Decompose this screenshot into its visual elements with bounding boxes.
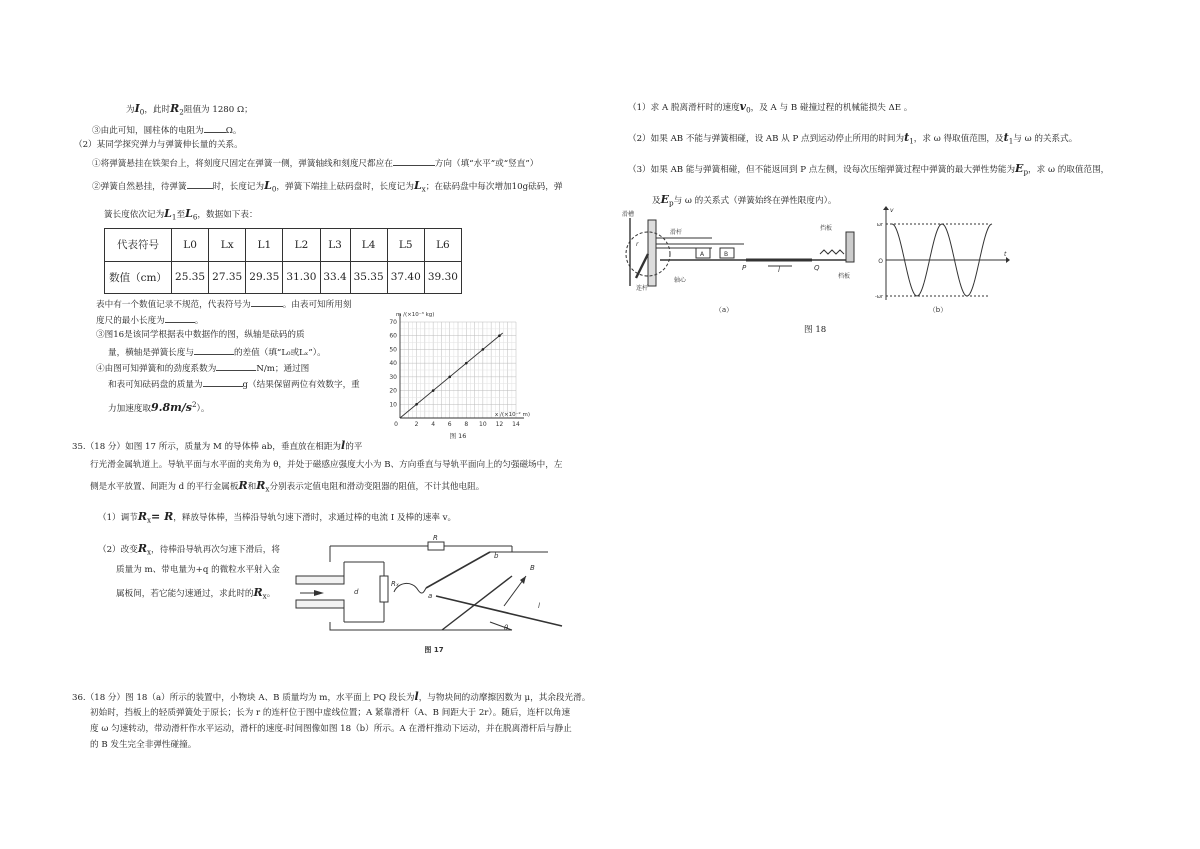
figure-caption: 图 16: [449, 432, 467, 440]
line-l3: （2）某同学探究弹力与弹簧伸长量的关系。: [74, 140, 243, 150]
table-cell: L3: [320, 229, 350, 262]
label-plate: 档板: [838, 273, 851, 280]
label-d: d: [354, 588, 359, 596]
data-point: [465, 362, 468, 365]
data-point: [448, 376, 451, 379]
label-rod: 滑杆: [670, 229, 683, 236]
fit-line: [400, 333, 503, 418]
data-point: [498, 334, 501, 337]
line-l4: ①将弹簧悬挂在铁架台上，将刻度尺固定在弹簧一侧，弹簧轴线和刻度尺都应在 方向（填“水平”或“竖直”）: [92, 156, 538, 170]
right-line4: 及$E_p$与 ω 的关系式（弹簧始终在弹性限度内）。: [652, 193, 837, 208]
table-cell: Lx: [209, 229, 246, 262]
q35-line2: 行光滑金属轨道上。导轨平面与水平面的夹角为 θ，并处于磁感应强度大小为 B、方向垂直与导轨平面向上的匀强磁场中，左: [90, 460, 563, 470]
answer-blank: [203, 377, 243, 387]
line-l9: ③图16是该同学根据表中数据作的图，纵轴是砝码的质: [96, 330, 305, 340]
subfigure-label: （a）: [714, 306, 734, 314]
line-l11: ④由图可知弹簧和的劲度系数为 N/m；通过图: [96, 361, 309, 375]
table-cell: 33.4: [320, 261, 350, 294]
subfigure-label: （b）: [928, 306, 948, 314]
line-l12: 和表可知砝码盘的质量为 g（结果保留两位有效数字，重: [108, 377, 360, 391]
axis-label-v: v: [890, 207, 894, 214]
origin-label: 0: [394, 421, 398, 428]
table-header-cell: 代表符号: [105, 229, 172, 262]
q36-line4: 的 B 发生完全非弹性碰撞。: [90, 740, 197, 750]
q35-line3: 侧是水平放置、间距为 d 的平行金属板R和$R_x$分别表示定值电阻和滑动变阻器的阻值，不计其他电阻。: [90, 479, 485, 494]
y-tick-label: 30: [389, 373, 397, 381]
figure-18-caption: 图 18: [804, 325, 827, 335]
y-tick-labels: [389, 319, 397, 408]
x-axis-label: x /(×10⁻² m): [495, 412, 530, 418]
table-cell: 29.35: [246, 261, 283, 294]
label-baffle: 挡板: [820, 225, 833, 232]
label-theta: θ: [504, 624, 509, 632]
spring-data-table: [104, 228, 462, 294]
figure-17-diagram: [294, 536, 576, 658]
line-l8: 度尺的最小长度为 。: [96, 313, 203, 327]
q35-line7: 属板间，若它能匀速通过，求此时的$R_x$。: [116, 586, 276, 601]
line-l13: 力加速度取$9.8m/s^2$）。: [108, 400, 210, 414]
figure-caption: 图 17: [424, 646, 444, 654]
arrow-icon: [1006, 257, 1010, 263]
axis-label-t: t: [1004, 251, 1007, 258]
table-header-cell: 数值（cm）: [105, 261, 172, 294]
x-tick-label: 4: [431, 421, 436, 428]
tick-omega-r: ωr: [876, 222, 883, 228]
line-l10: 量，横轴是弹簧长度与 的差值（填“L₀或Lₓ”）。: [108, 345, 326, 359]
answer-blank: [187, 179, 213, 189]
q35-line4: （1）调节$R_x= R$，释放导体棒，当棒沿导轨匀速下滑时，求通过棒的电流 I 及棒的速率 v。: [98, 510, 457, 525]
right-line3: （3）如果 AB 能与弹簧相碰，但不能返回到 P 点左侧，设每次压缩弹簧过程中弹簧的最大弹性势能为$E_p$，求 ω 的取值范围，: [628, 162, 1110, 177]
q35-line5: （2）改变$R_x$，待棒沿导轨再次匀速下滑后，将: [98, 542, 280, 557]
label-l: l: [778, 266, 780, 274]
table-cell: 37.40: [387, 261, 424, 294]
label-B: B: [724, 251, 729, 258]
label-slot: 滑槽: [622, 211, 635, 218]
figure-18a-diagram: [620, 208, 870, 316]
table-cell: 35.35: [350, 261, 387, 294]
q36-line3: 度 ω 匀速转动，带动滑杆作水平运动，滑杆的速度-时间图像如图 18（b）所示。A 在滑杆推动下运动，并在脱离滑杆后与静止: [90, 724, 572, 734]
table-cell: L4: [350, 229, 387, 262]
data-point: [415, 403, 418, 406]
line-l1: 为$I_0$，此时$R_2$阻值为 1280 Ω；: [126, 102, 253, 117]
label-A: A: [700, 251, 705, 258]
table-cell: L6: [424, 229, 461, 262]
label-l: l: [538, 602, 540, 610]
y-tick-label: 10: [389, 401, 397, 409]
y-tick-label: 50: [389, 346, 397, 354]
q36-line2: 初始时，挡板上的轻质弹簧处于原长；长为 r 的连杆位于图中虚线位置；A 紧靠滑杆（A、B 间距大于 2r）。随后，连杆以角速: [90, 708, 571, 718]
answer-blank: [165, 313, 195, 323]
label-R: R: [433, 534, 438, 542]
answer-blank: [251, 297, 283, 307]
table-cell: L2: [283, 229, 320, 262]
table-cell: L1: [246, 229, 283, 262]
line-l6: 簧长度依次记为$L_1$至$L_6$，数据如下表：: [104, 207, 258, 222]
label-a: a: [428, 592, 433, 600]
line-l7: 表中有一个数值记录不规范，代表符号为 。由表可知所用刻: [96, 297, 351, 311]
y-axis-label: m /(×10⁻³ kg): [396, 312, 435, 318]
origin-label: O: [878, 258, 883, 265]
x-tick-label: 14: [512, 421, 520, 428]
data-point: [432, 389, 435, 392]
label-Q: Q: [814, 264, 820, 272]
table-cell: 39.30: [424, 261, 461, 294]
answer-blank: [216, 361, 256, 371]
table-cell: L5: [387, 229, 424, 262]
label-Rx: Rₓ: [391, 580, 399, 588]
q36-line1: 36.（18 分）图 18（a）所示的装置中，小物块 A、B 质量均为 m，水平面上 PQ 段长为l，与物块间的动摩擦因数为 μ，其余段光滑。: [72, 690, 591, 703]
y-tick-label: 40: [389, 360, 397, 368]
tick-neg-omega-r: -ωr: [874, 294, 883, 300]
figure-16-chart: [382, 308, 542, 438]
answer-blank: [194, 345, 234, 355]
table-row: [105, 261, 462, 294]
label-r: r: [636, 241, 639, 248]
x-tick-label: 12: [495, 421, 504, 428]
table-row: [105, 229, 462, 262]
label-b: b: [494, 552, 499, 560]
table-cell: 27.35: [209, 261, 246, 294]
label-link: 连杆: [636, 285, 649, 292]
table-cell: 25.35: [172, 261, 209, 294]
answer-blank: [393, 156, 435, 166]
y-tick-label: 20: [389, 387, 397, 395]
x-tick-label: 10: [479, 421, 487, 428]
answer-blank: [204, 123, 226, 133]
y-tick-label: 70: [389, 319, 397, 326]
x-tick-labels: [415, 421, 520, 428]
resistor-R: [428, 542, 444, 550]
figure-18b-graph: [870, 206, 1010, 316]
label-B: B: [530, 564, 535, 572]
q35-line6: 质量为 m、带电量为+q 的微粒水平射入金: [116, 565, 280, 575]
arrow-icon: [883, 206, 889, 210]
data-point: [482, 348, 485, 351]
q35-line1: 35.（18 分）如图 17 所示，质量为 M 的导体棒 ab，垂直放在相距为l的平: [72, 439, 363, 452]
right-line1: （1）求 A 脱离滑杆时的速度$v_0$，及 A 与 B 碰撞过程的机械能损失 ΔE 。: [628, 100, 913, 115]
y-tick-label: 60: [389, 332, 397, 340]
line-l2: ③由此可知，圆柱体的电阻为 Ω。: [92, 123, 241, 137]
label-axis: 轴心: [674, 277, 687, 284]
line-l5: ②弹簧自然悬挂，待弹簧 时，长度记为$L_0$，弹簧下端挂上砝码盘时，长度记为$L_x$；在砝码盘中每次增加10g砝码，弹: [92, 179, 563, 194]
x-tick-label: 8: [464, 421, 469, 428]
table-cell: L0: [172, 229, 209, 262]
right-line2: （2）如果 AB 不能与弹簧相碰，设 AB 从 P 点到运动停止所用的时间为$t_1$，求 ω 得取值范围，及$t_1$与 ω 的关系式。: [628, 131, 1078, 146]
table-cell: 31.30: [283, 261, 320, 294]
x-tick-label: 6: [447, 421, 452, 428]
x-tick-label: 2: [414, 421, 419, 428]
label-P: P: [742, 264, 747, 272]
